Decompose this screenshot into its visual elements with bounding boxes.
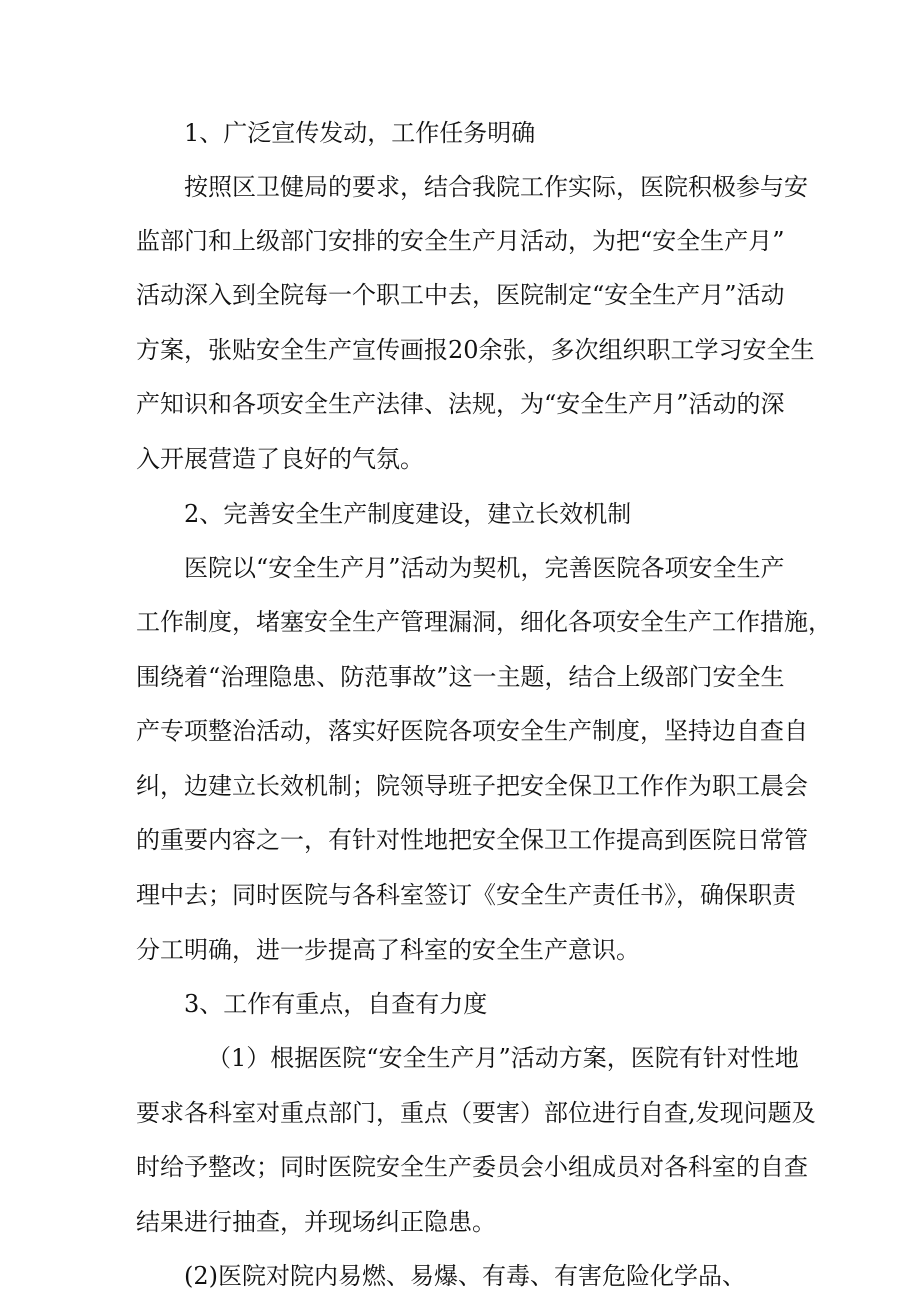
paragraph-line: 工作制度，堵塞安全生产管理漏洞，细化各项安全生产工作措施，	[136, 608, 832, 636]
paragraph-line: 入开展营造了良好的气氛。	[136, 445, 424, 473]
paragraph-line: 围绕着“治理隐患、防范事故”这一主题，结合上级部门安全生	[136, 663, 785, 691]
paragraph-line: 纠，边建立长效机制；院领导班子把安全保卫工作作为职工晨会	[136, 772, 808, 800]
paragraph-line: 方案，张贴安全生产宣传画报20余张，多次组织职工学习安全生	[136, 336, 815, 364]
paragraph-line: （1）根据医院“安全生产月”活动方案，医院有针对性地	[207, 1044, 799, 1072]
paragraph-line: 要求各科室对重点部门，重点（要害）部位进行自查,发现问题及	[136, 1099, 816, 1127]
paragraph-line: 产专项整治活动，落实好医院各项安全生产制度，坚持边自查自	[136, 717, 808, 745]
paragraph-line: 按照区卫健局的要求，结合我院工作实际，医院积极参与安	[184, 173, 808, 201]
paragraph-line: (2)医院对院内易燃、易爆、有毒、有害危险化学品、	[184, 1262, 746, 1290]
paragraph-line: 产知识和各项安全生产法律、法规，为“安全生产月”活动的深	[136, 390, 785, 418]
heading-1: 1、广泛宣传发动，工作任务明确	[184, 119, 536, 147]
paragraph-line: 分工明确，进一步提高了科室的安全生产意识。	[136, 936, 640, 964]
paragraph-line: 活动深入到全院每一个职工中去，医院制定“安全生产月”活动	[136, 281, 785, 309]
paragraph-line: 的重要内容之一，有针对性地把安全保卫工作提高到医院日常管	[136, 826, 808, 854]
paragraph-line: 医院以“安全生产月”活动为契机，完善医院各项安全生产	[184, 554, 785, 582]
paragraph-line: 结果进行抽查，并现场纠正隐患。	[136, 1208, 496, 1236]
heading-3: 3、工作有重点，自查有力度	[184, 990, 488, 1018]
paragraph-line: 监部门和上级部门安排的安全生产月活动，为把“安全生产月”	[136, 227, 785, 255]
heading-2: 2、完善安全生产制度建设，建立长效机制	[184, 500, 632, 528]
paragraph-line: 理中去；同时医院与各科室签订《安全生产责任书》，确保职责	[136, 881, 796, 909]
paragraph-line: 时给予整改；同时医院安全生产委员会小组成员对各科室的自查	[136, 1153, 808, 1181]
